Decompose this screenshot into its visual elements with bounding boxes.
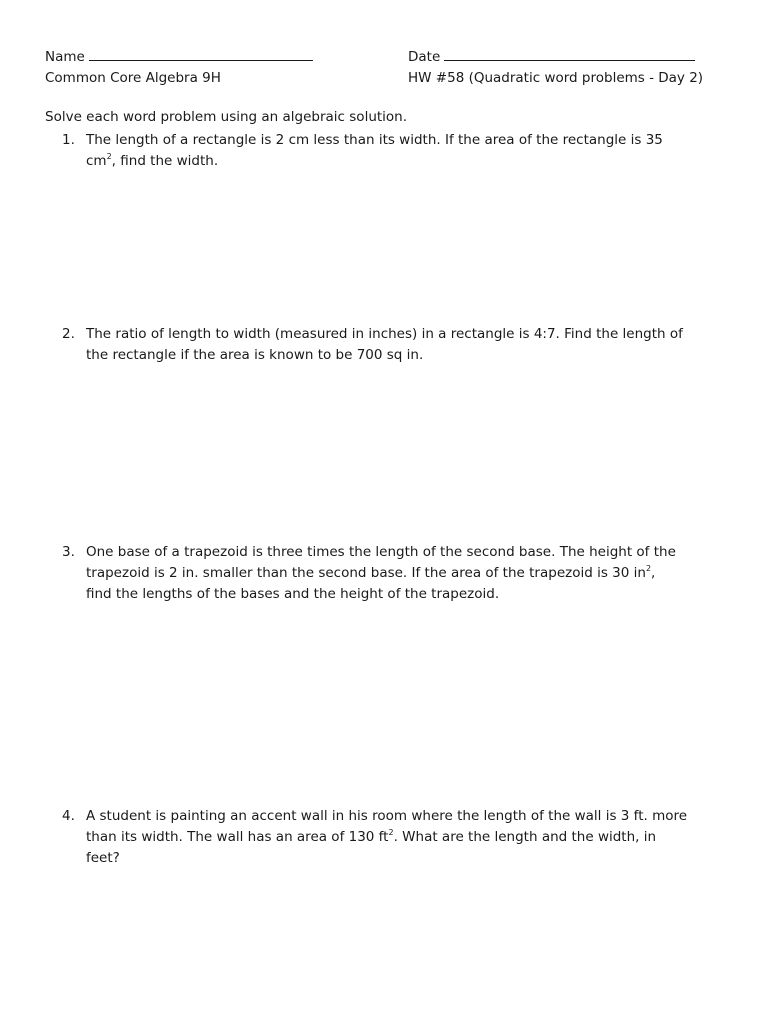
instructions: Solve each word problem using an algebraic solution. xyxy=(45,109,408,125)
problem-text-line: $cm^2$, find the width. xyxy=(86,152,219,169)
course-title: Common Core Algebra 9H xyxy=(45,70,221,86)
problem-text-line: One base of a trapezoid is three times the length of the second base. The height of the xyxy=(86,544,676,560)
problem-number: 2. xyxy=(62,326,75,342)
date-field[interactable] xyxy=(408,47,695,67)
problem-text-line: feet? xyxy=(86,850,120,866)
problem-text-line: than its width. The wall has an area of 130 $ft^2$. What are the length and the width, in xyxy=(86,828,657,845)
superscript: 2 xyxy=(106,152,112,161)
assignment-title: HW #58 (Quadratic word problems - Day 2) xyxy=(408,70,704,86)
name-field[interactable] xyxy=(45,47,313,67)
problem-number: 4. xyxy=(62,808,75,824)
problem-text-line: The length of a rectangle is 2 cm less than its width. If the area of the rectangle is 35 xyxy=(86,132,663,148)
problem-number: 3. xyxy=(62,544,75,560)
problem-text-line: A student is painting an accent wall in his room where the length of the wall is 3 ft. more xyxy=(86,808,688,824)
problem-number: 1. xyxy=(62,132,75,148)
problem-text-line: The ratio of length to width (measured in inches) in a rectangle is 4:7. Find the length of xyxy=(86,326,683,342)
problem-text-line: the rectangle if the area is known to be 700 sq in. xyxy=(86,347,424,363)
date-label: Date xyxy=(408,49,441,65)
superscript: 2 xyxy=(645,564,652,573)
problem-text-line: find the lengths of the bases and the height of the trapezoid. xyxy=(86,586,500,602)
date-blank[interactable] xyxy=(444,48,695,61)
name-label: Name xyxy=(45,49,85,65)
name-blank[interactable] xyxy=(89,48,313,61)
problem-text-line: trapezoid is 2 in. smaller than the second base. If the area of the trapezoid is 30 $in^2$, xyxy=(86,564,656,581)
superscript: 2 xyxy=(388,828,394,837)
